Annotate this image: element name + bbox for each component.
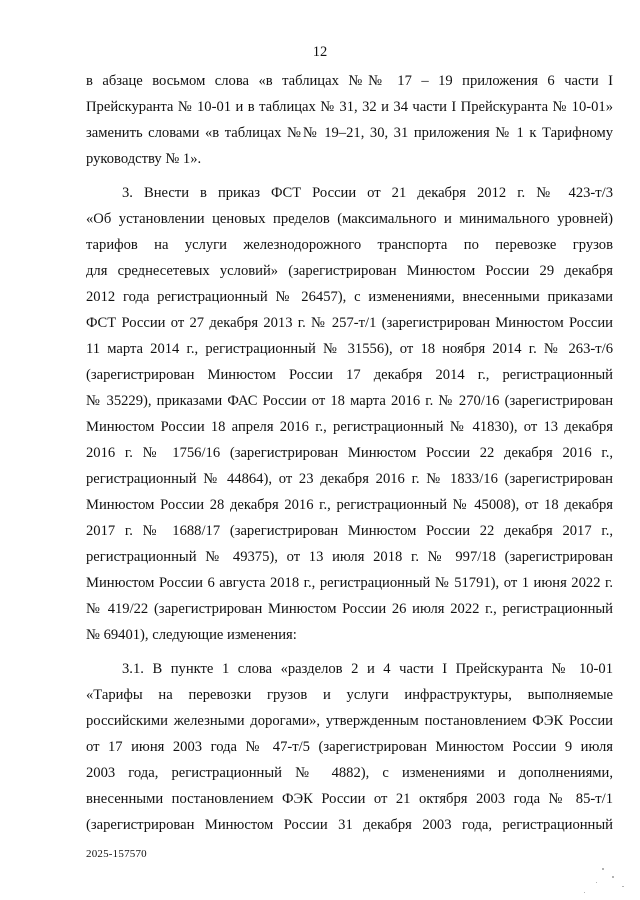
scan-speck [584,892,585,893]
text-line: № 419/22 (зарегистрирован Минюстом России 26 июля 2022 г., регистрационный [86,601,613,617]
paragraph [86,180,613,648]
text-line: (зарегистрирован Минюстом России 31 декабря 2003 года, регистрационный [86,817,613,833]
text-line: внесенными постановлением ФЭК России от 21 октября 2003 года № 85-т/1 [86,791,613,807]
text-line: регистрационный № 44864), от 23 декабря 2016 г. № 1833/16 (зарегистрирован [86,471,613,487]
text-line: от 17 июня 2003 года № 47-т/5 (зарегистрирован Минюстом России 9 июля [86,739,613,755]
text-line: регистрационный № 49375), от 13 июля 2018 г. № 997/18 (зарегистрирован [86,549,613,565]
document-body [86,68,613,838]
document-registration-code: 2025-157570 [86,848,147,860]
page-number: 12 [312,44,328,60]
scan-speck [622,886,624,887]
text-line: 2012 года регистрационный № 26457), с изменениями, внесенными приказами [86,289,613,305]
text-line: ФСТ России от 27 декабря 2013 г. № 257-т/1 (зарегистрирован Минюстом России [86,315,613,331]
text-line: 3. Внести в приказ ФСТ России от 21 декабря 2012 г. № 423-т/3 [122,185,613,201]
text-line: заменить словами «в таблицах №№ 19–21, 30, 31 приложения № 1 к Тарифному [86,125,613,141]
text-line: (зарегистрирован Минюстом России 17 декабря 2014 г., регистрационный [86,367,613,383]
text-line: 11 марта 2014 г., регистрационный № 31556), от 18 ноября 2014 г. № 263-т/6 [86,341,613,357]
text-line: 2017 г. № 1688/17 (зарегистрирован Минюстом России 22 декабря 2017 г., [86,523,613,539]
text-line: «Тарифы на перевозки грузов и услуги инфраструктуры, выполняемые [86,687,613,703]
text-line: российскими железными дорогами», утвержденным постановлением ФЭК России [86,713,613,729]
paragraph [86,656,613,838]
text-line: 2016 г. № 1756/16 (зарегистрирован Минюстом России 22 декабря 2016 г., [86,445,613,461]
text-line: Минюстом России 28 декабря 2016 г., регистрационный № 45008), от 18 декабря [86,497,613,513]
text-line: № 69401), следующие изменения: [86,627,297,643]
text-line: 3.1. В пункте 1 слова «разделов 2 и 4 части I Прейскуранта № 10-01 [122,661,613,677]
text-line: для среднесетевых условий» (зарегистрирован Минюстом России 29 декабря [86,263,613,279]
text-line: Прейскуранта № 10-01 и в таблицах № 31, 32 и 34 части I Прейскуранта № 10-01» [86,99,613,115]
text-line: руководству № 1». [86,151,202,167]
text-line: № 35229), приказами ФАС России от 18 марта 2016 г. № 270/16 (зарегистрирован [86,393,613,409]
scan-speck [602,868,604,870]
text-line: Минюстом России 18 апреля 2016 г., регистрационный № 41830), от 13 декабря [86,419,613,435]
text-line: 2003 года, регистрационный № 4882), с изменениями и дополнениями, [86,765,613,781]
text-line: Минюстом России 6 августа 2018 г., регистрационный № 51791), от 1 июня 2022 г. [86,575,613,591]
text-line: тарифов на услуги железнодорожного транспорта по перевозке грузов [86,237,613,253]
text-line: в абзаце восьмом слова «в таблицах №№ 17 – 19 приложения 6 части I [86,73,613,89]
text-line: «Об установлении ценовых пределов (максимального и минимального уровней) [86,211,613,227]
paragraph [86,68,613,172]
scan-speck [596,882,597,883]
scan-speck [612,876,614,878]
